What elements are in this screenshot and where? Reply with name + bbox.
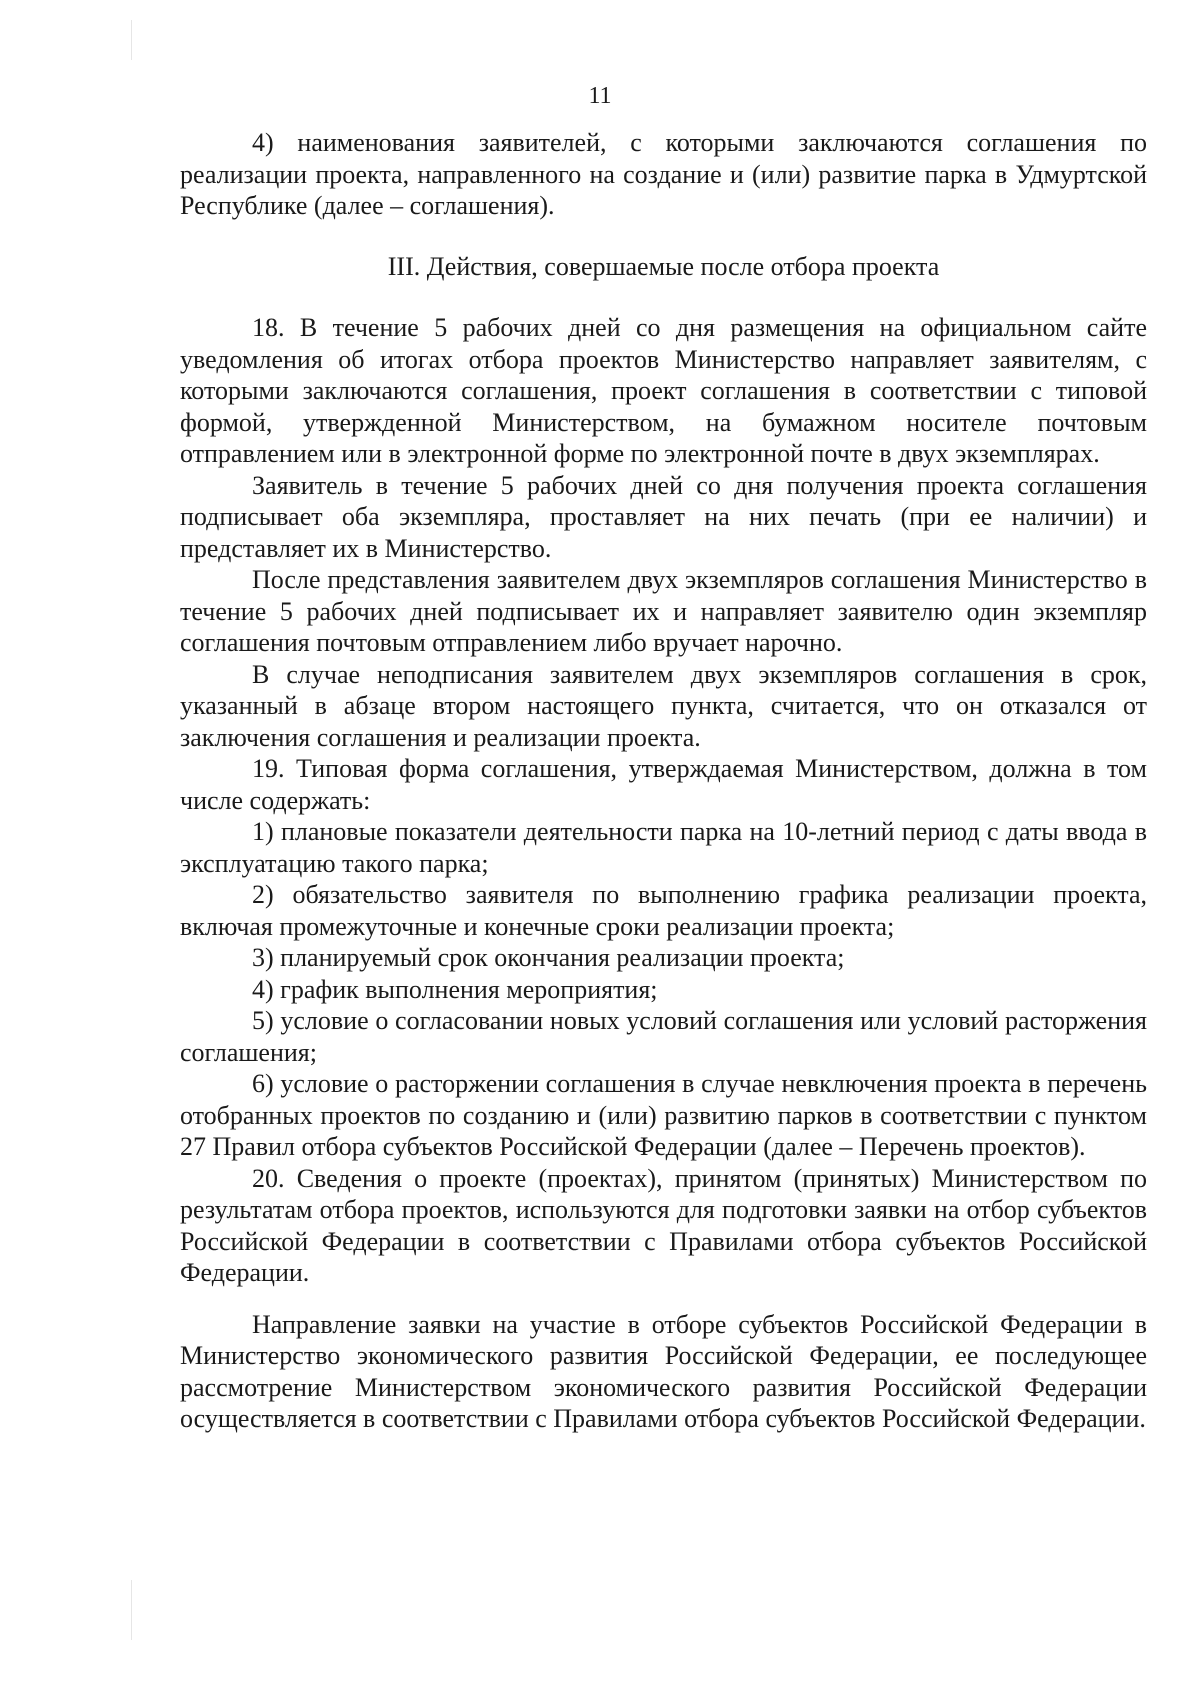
paragraph-18-refusal: В случае неподписания заявителем двух экземпляров соглашения в срок, указанный в абзаце втором настоящего пункта, считается, что он отказался от заключения соглашения и реализации проекта. [180,659,1147,752]
paragraph-19: 19. Типовая форма соглашения, утверждаемая Министерством, должна в том числе содержать: [180,754,1147,815]
paragraph-18: 18. В течение 5 рабочих дней со дня размещения на официальном сайте уведомления об итогах отбора проектов Министерство направляет заявителям, с которыми заключаются соглашения, проект соглашения в соответствии с типовой формой, утвержденной Министерством, на бумажном носителе почтовым отправлением или в электронной форме по электронной почте в двух экземплярах. [180,313,1147,468]
paragraph-20: 20. Сведения о проекте (проектах), принятом (принятых) Министерством по результатам отбора проектов, используются для подготовки заявки на отбор субъектов Российской Федерации в соответствии с Правилами отбора субъектов Российской Федерации. [180,1163,1147,1287]
paragraph-gap [180,1289,1147,1309]
paragraph-18-ministry: После представления заявителем двух экземпляров соглашения Министерство в течение 5 рабочих дней подписывает их и направляет заявителю один экземпляр соглашения почтовым отправлением либо вручает нарочно. [180,565,1147,657]
scan-edge-mark [131,20,132,60]
paragraph-19-item-2: 2) обязательство заявителя по выполнению графика реализации проекта, включая промежуточные и конечные сроки реализации проекта; [180,880,1147,941]
page-number: 11 [588,83,612,109]
paragraph-19-item-5: 5) условие о согласовании новых условий соглашения или условий расторжения соглашения; [180,1006,1147,1067]
paragraph-final: Направление заявки на участие в отборе субъектов Российской Федерации в Министерство экономического развития Российской Федерации, ее последующее рассмотрение Министерством экономического развития Российской Федерации осуществляется в соответствии с Правилами отбора субъектов Российской Федерации. [180,1309,1147,1433]
section-heading: III. Действия, совершаемые после отбора проекта [387,251,940,281]
paragraph-19-item-4: 4) график выполнения мероприятия; [252,974,658,1004]
document-body [180,127,1147,1435]
paragraph-19-item-6: 6) условие о расторжении соглашения в случае невключения проекта в перечень отобранных проектов по созданию и (или) развитию парков в соответствии с пунктом 27 Правил отбора субъектов Российской Федерации (далее – Перечень проектов). [180,1069,1147,1161]
scan-edge-mark [131,1580,132,1640]
paragraph-item-4: 4) наименования заявителей, с которыми заключаются соглашения по реализации проекта, направленного на создание и (или) развитие парка в Удмуртской Республике (далее – соглашения). [180,128,1147,220]
paragraph-19-item-1: 1) плановые показатели деятельности парка на 10-летний период с даты ввода в эксплуатацию такого парка; [180,817,1147,878]
paragraph-19-item-3: 3) планируемый срок окончания реализации проекта; [252,943,845,972]
paragraph-18-signing: Заявитель в течение 5 рабочих дней со дня получения проекта соглашения подписывает оба экземпляра, проставляет на них печать (при ее наличии) и представляет их в Министерство. [180,470,1147,563]
